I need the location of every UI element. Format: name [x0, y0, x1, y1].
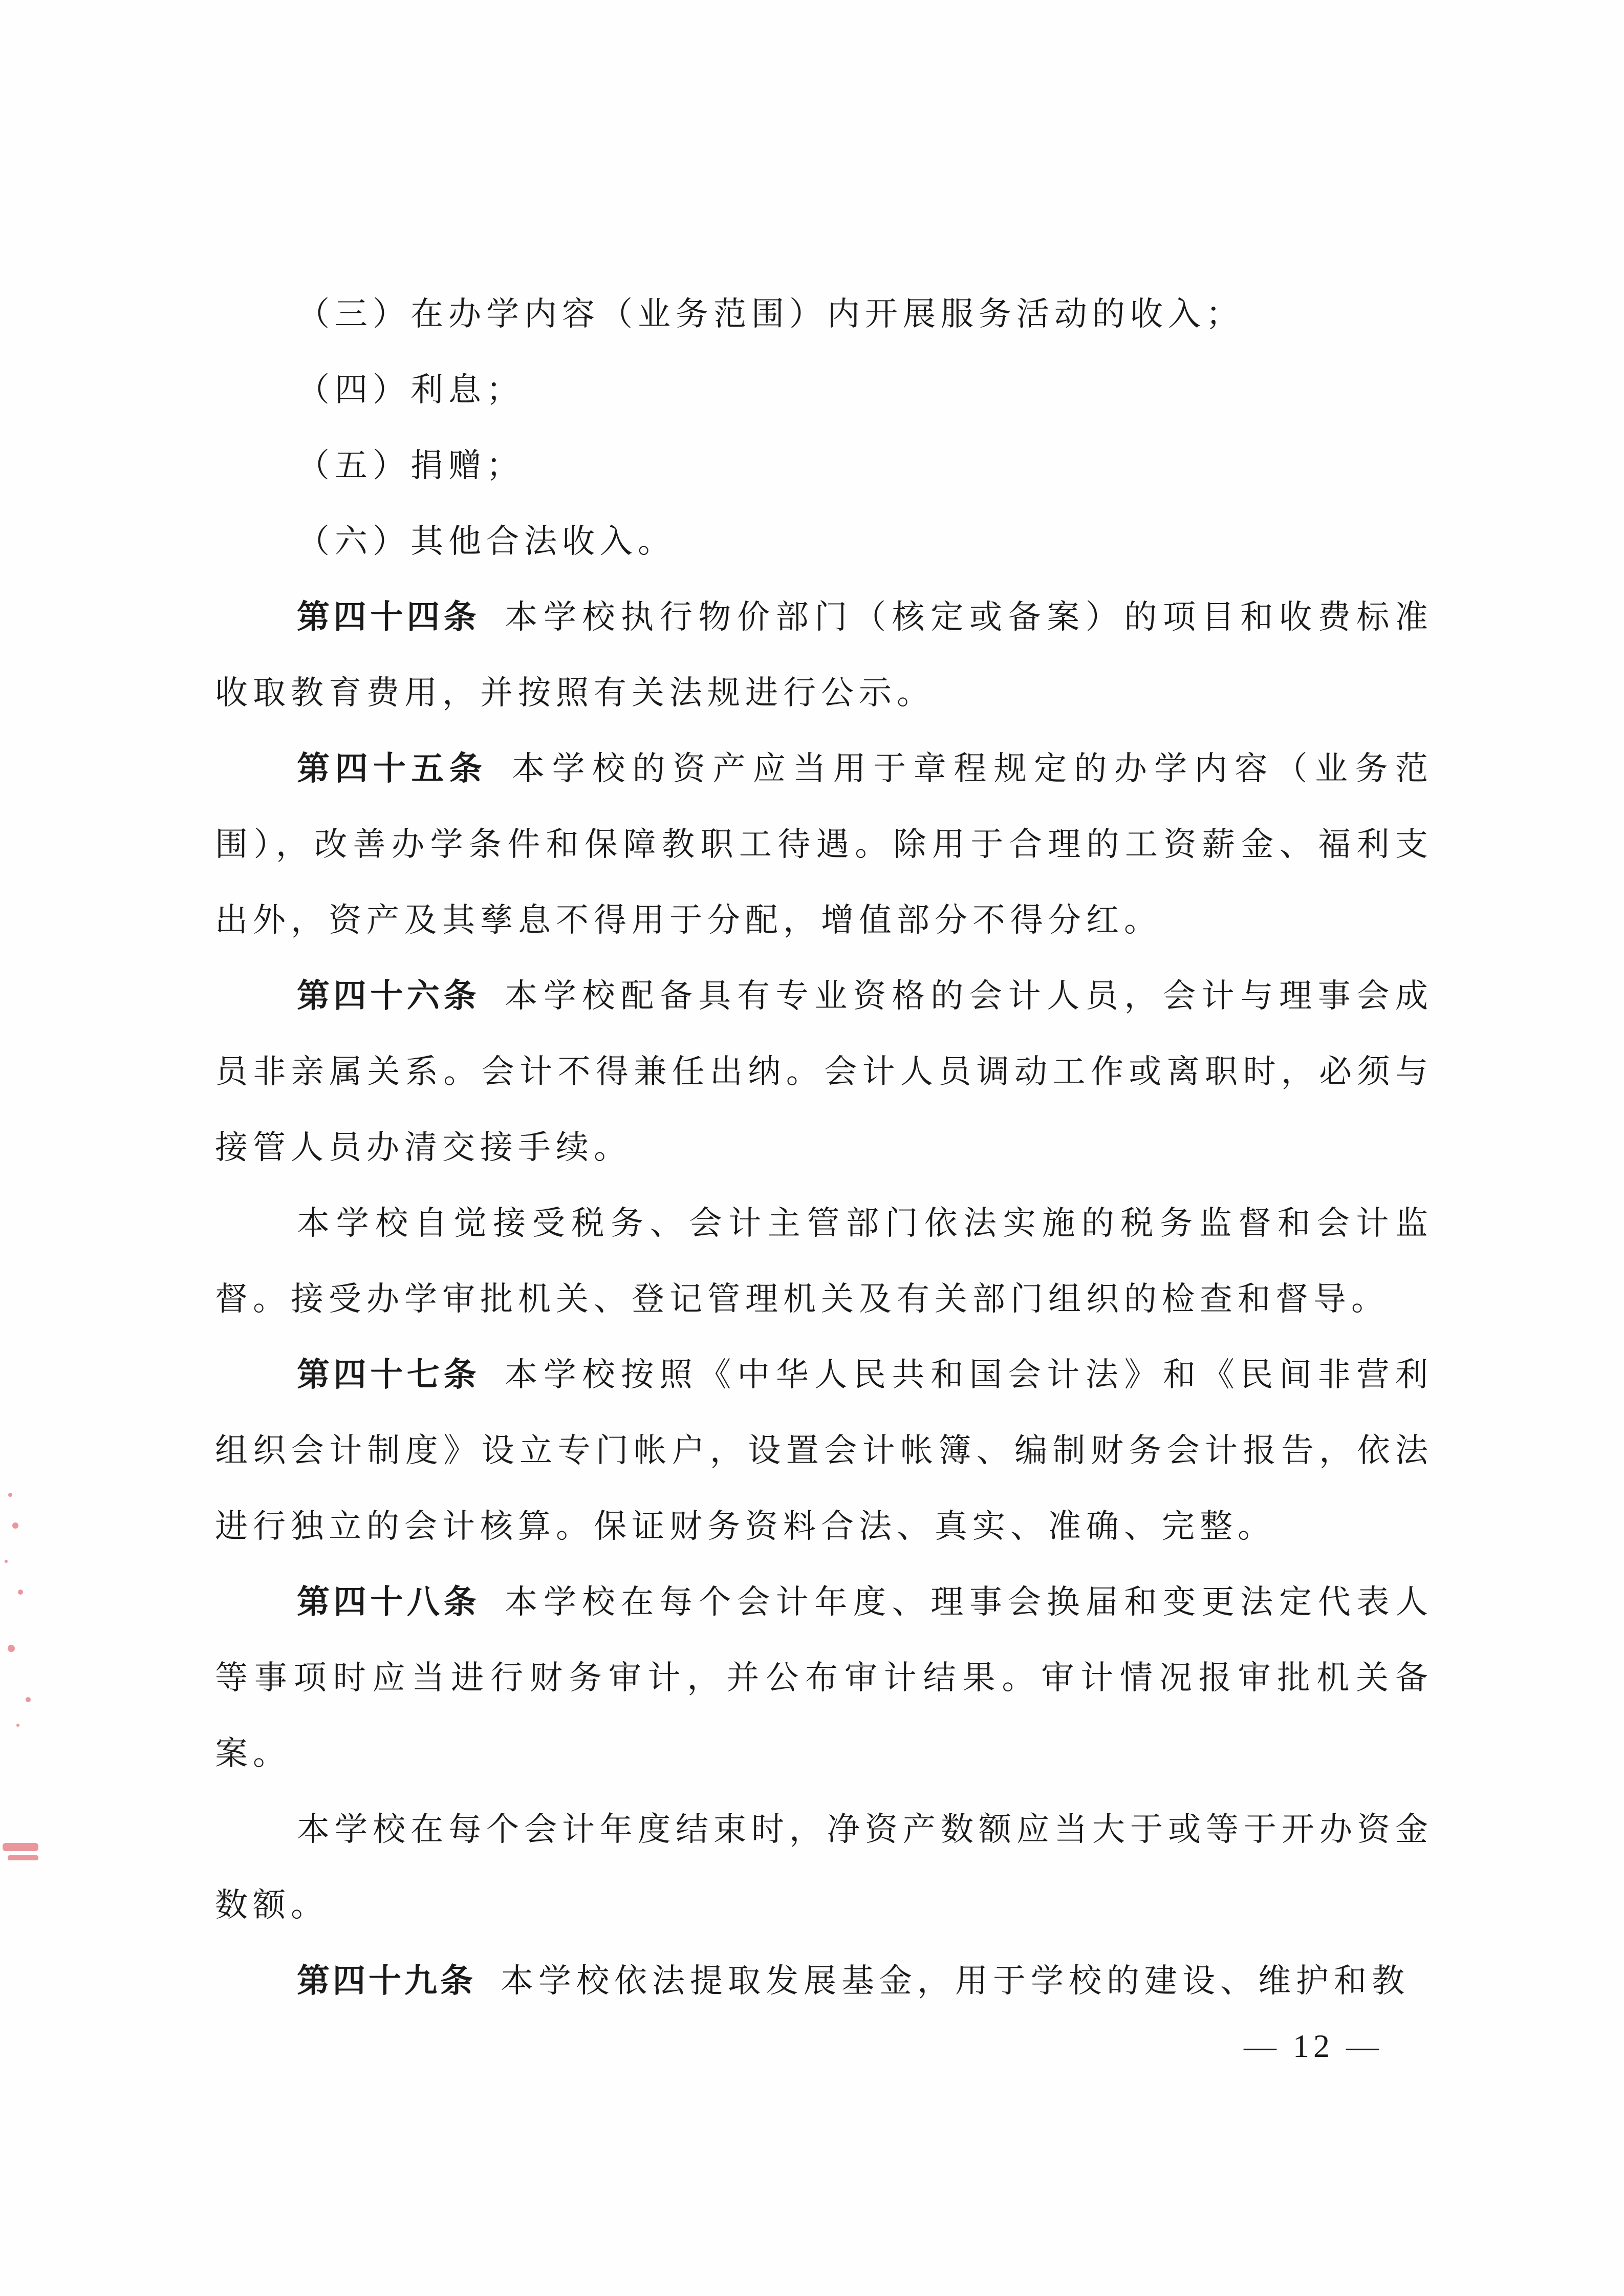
body-paragraph	[215, 504, 1433, 580]
paragraph-text: （六）其他合法收入。	[297, 523, 676, 561]
paragraph-text: 本学校按照《中华人民共和国会计法》和《民间非营利组织会计制度》设立专门帐户，设置会计帐簿、编制财务会计报告，依法进行独立的会计核算。保证财务资料合法、真实、准确、完整。	[215, 1356, 1434, 1546]
article-paragraph	[215, 958, 1433, 1186]
paragraph-text: 本学校的资产应当用于章程规定的办学内容（业务范围），改善办学条件和保障教职工待遇。除用于合理的工资薪金、福利支出外，资产及其孳息不得用于分配，增值部分不得分红。	[215, 750, 1434, 939]
article-heading: 第四十八条	[297, 1583, 481, 1621]
paragraph-text: 本学校配备具有专业资格的会计人员，会计与理事会成员非亲属关系。会计不得兼任出纳。会计人员调动工作或离职时，必须与接管人员办清交接手续。	[215, 977, 1434, 1167]
article-paragraph	[215, 1943, 1433, 2019]
paragraph-text: （三）在办学内容（业务范围）内开展服务活动的收入；	[297, 295, 1244, 333]
paragraph-text: 本学校在每个会计年度、理事会换届和变更法定代表人等事项时应当进行财务审计，并公布审计结果。审计情况报审批机关备案。	[215, 1583, 1434, 1773]
article-heading: 第四十四条	[297, 598, 481, 636]
page-number: — 12 —	[1244, 2028, 1383, 2064]
paragraph-text: 本学校在每个会计年度结束时，净资产数额应当大于或等于开办资金数额。	[215, 1811, 1433, 1924]
article-paragraph	[215, 1564, 1433, 1792]
seal-stamp-fragment	[0, 1485, 46, 1894]
article-paragraph	[215, 1337, 1433, 1564]
paragraph-text: 本学校依法提取发展基金，用于学校的建设、维护和教	[501, 1962, 1410, 2000]
paragraph-text: （四）利息；	[297, 371, 524, 409]
body-paragraph	[215, 276, 1433, 352]
document-body	[215, 276, 1433, 2019]
body-paragraph	[215, 1186, 1433, 1337]
article-heading: 第四十五条	[297, 750, 488, 788]
article-paragraph	[215, 580, 1433, 731]
body-paragraph	[215, 1792, 1433, 1943]
paragraph-text: 本学校自觉接受税务、会计主管部门依法实施的税务监督和会计监督。接受办学审批机关、登记管理机关及有关部门组织的检查和督导。	[215, 1205, 1433, 1318]
paragraph-text: （五）捐赠；	[297, 447, 524, 485]
body-paragraph	[215, 428, 1433, 504]
article-heading: 第四十七条	[297, 1356, 481, 1394]
article-paragraph	[215, 731, 1433, 958]
paragraph-text: 本学校执行物价部门（核定或备案）的项目和收费标准收取教育费用，并按照有关法规进行公示。	[215, 598, 1434, 712]
body-paragraph	[215, 352, 1433, 428]
article-heading: 第四十六条	[297, 977, 481, 1015]
article-heading: 第四十九条	[297, 1962, 476, 2000]
